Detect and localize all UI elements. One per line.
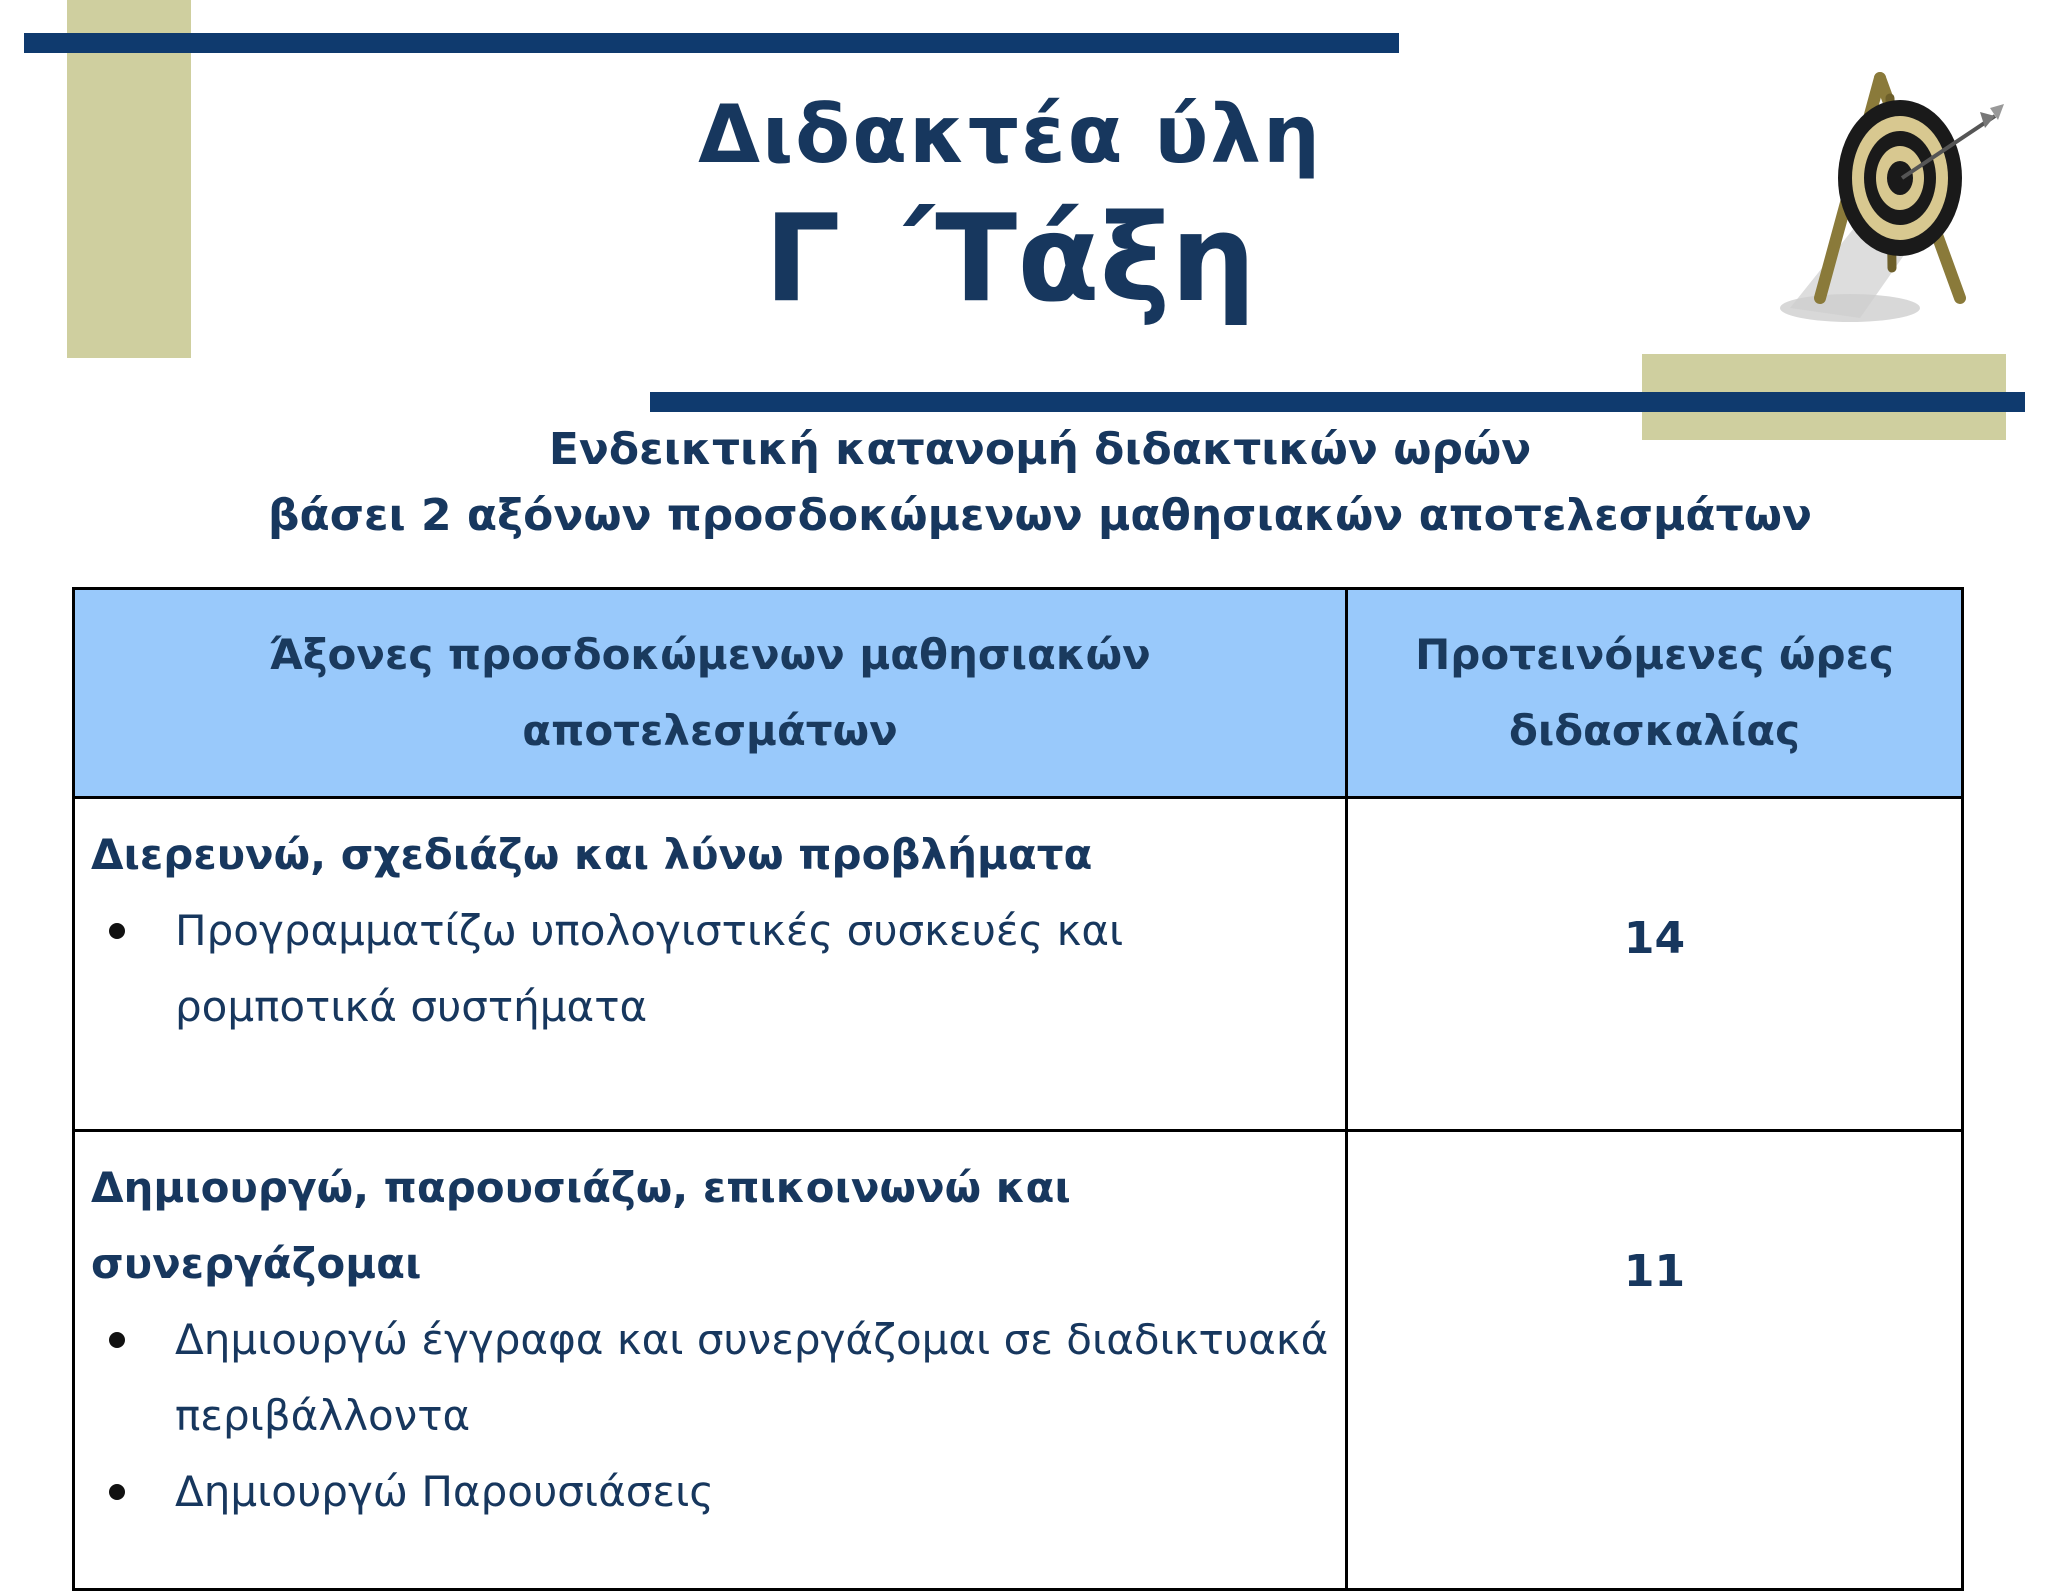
- axis-cell: [74, 798, 1347, 1131]
- list-item: Δημιουργώ Παρουσιάσεις: [91, 1454, 1329, 1530]
- decor-bar-top: [24, 33, 1399, 53]
- header-axes-line-1: Άξονες προσδοκώμενων μαθησιακών: [269, 630, 1151, 679]
- header-hours: [1347, 589, 1963, 798]
- axis-cell: [74, 1131, 1347, 1590]
- hours-value: 11: [1623, 1246, 1686, 1297]
- header-hours-line-1: Προτεινόμενες ώρες: [1415, 630, 1894, 679]
- subtitle-line-2: βάσει 2 αξόνων προσδοκώμενων μαθησιακών αποτελεσμάτων: [268, 490, 1812, 541]
- page-title: Διδακτέα ύλη: [698, 88, 1322, 181]
- header-hours-line-2: διδασκαλίας: [1508, 706, 1801, 755]
- table-row: [74, 798, 1963, 1131]
- axis-title: Δημιουργώ, παρουσιάζω, επικοινωνώ και συνεργάζομαι: [91, 1163, 1071, 1288]
- axis-title: Διερευνώ, σχεδιάζω και λύνω προβλήματα: [91, 830, 1093, 879]
- hours-cell: [1347, 798, 1963, 1131]
- header-axes: [74, 589, 1347, 798]
- axis-item-list: [91, 893, 1329, 1045]
- axis-item-list: [91, 1302, 1329, 1530]
- table-row: [74, 1131, 1963, 1590]
- hours-value: 14: [1623, 913, 1686, 964]
- list-item: Δημιουργώ έγγραφα και συνεργάζομαι σε διαδικτυακά περιβάλλοντα: [91, 1302, 1329, 1454]
- header-axes-line-2: αποτελεσμάτων: [522, 706, 898, 755]
- table-header-row: [74, 589, 1963, 798]
- archery-target-icon: [1780, 68, 2010, 328]
- decor-bar-middle: [650, 392, 2025, 412]
- learning-outcomes-table: [72, 587, 1964, 1591]
- subtitle-line-1: Ενδεικτική κατανομή διδακτικών ωρών: [548, 424, 1532, 475]
- list-item: Προγραμματίζω υπολογιστικές συσκευές και ρομποτικά συστήματα: [91, 893, 1329, 1045]
- page-title-grade: Γ ΄Τάξη: [764, 190, 1256, 329]
- hours-cell: [1347, 1131, 1963, 1590]
